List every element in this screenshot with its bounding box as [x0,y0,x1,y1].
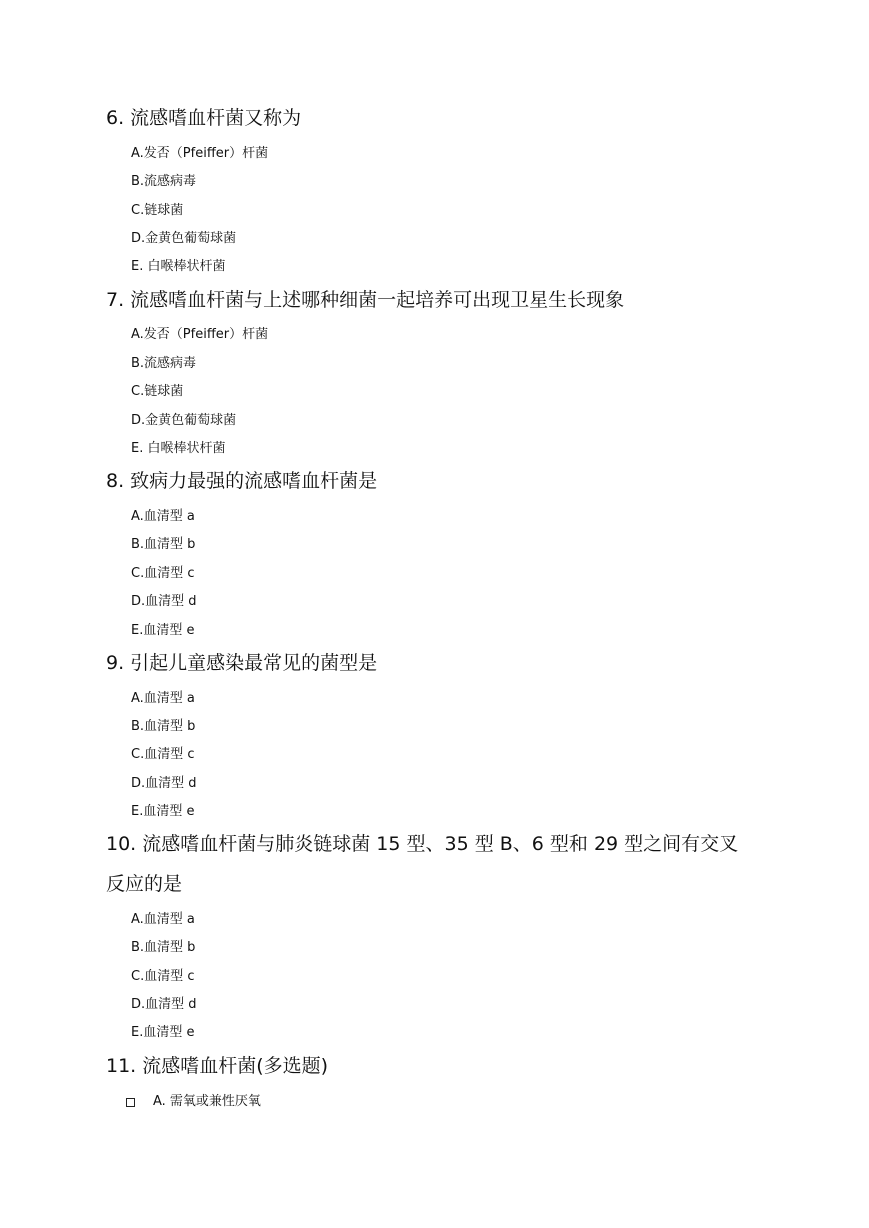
question-9-option-d: D.血清型 d [131,776,197,791]
question-7-option-d: D.金黄色葡萄球菌 [131,413,237,428]
question-10-title-line-2: 反应的是 [106,873,183,895]
question-10-option-e: E.血清型 e [131,1025,195,1040]
question-7-option-c: C.链球菌 [131,384,184,399]
question-10-title-line-1: 10. 流感嗜血杆菌与肺炎链球菌 15 型、35 型 B、6 型和 29 型之间有交叉 [106,833,739,855]
question-10-option-d: D.血清型 d [131,997,197,1012]
question-9-option-e: E.血清型 e [131,804,195,819]
question-10-option-c: C.血清型 c [131,969,195,984]
question-8-option-d: D.血清型 d [131,594,197,609]
question-9-title: 9. 引起儿童感染最常见的菌型是 [106,652,378,674]
question-8-option-c: C.血清型 c [131,566,195,581]
question-11-option-a[interactable] [126,1093,261,1111]
question-6-option-e: E. 白喉棒状杆菌 [131,259,226,274]
question-10-option-b: B.血清型 b [131,940,196,955]
question-8-option-e: E.血清型 e [131,623,195,638]
question-6-title: 6. 流感嗜血杆菌又称为 [106,107,302,129]
question-9-option-c: C.血清型 c [131,747,195,762]
question-6-option-c: C.链球菌 [131,203,184,218]
question-9-option-a: A.血清型 a [131,691,195,706]
question-7-option-a: A.发否（Pfeiffer）杆菌 [131,327,269,342]
question-6-option-a: A.发否（Pfeiffer）杆菌 [131,146,269,161]
question-11-option-a-label: A. 需氧或兼性厌氧 [153,1094,261,1109]
question-6-option-b: B.流感病毒 [131,174,197,189]
question-10-option-a: A.血清型 a [131,912,195,927]
question-8-option-b: B.血清型 b [131,537,196,552]
question-9-option-b: B.血清型 b [131,719,196,734]
question-6-option-d: D.金黄色葡萄球菌 [131,231,237,246]
question-7-option-b: B.流感病毒 [131,356,197,371]
question-7-title: 7. 流感嗜血杆菌与上述哪种细菌一起培养可出现卫星生长现象 [106,289,625,311]
question-7-option-e: E. 白喉棒状杆菌 [131,441,226,456]
question-8-option-a: A.血清型 a [131,509,195,524]
question-8-title: 8. 致病力最强的流感嗜血杆菌是 [106,470,378,492]
checkbox-icon[interactable] [126,1098,135,1107]
question-11-title: 11. 流感嗜血杆菌(多选题) [106,1055,329,1077]
